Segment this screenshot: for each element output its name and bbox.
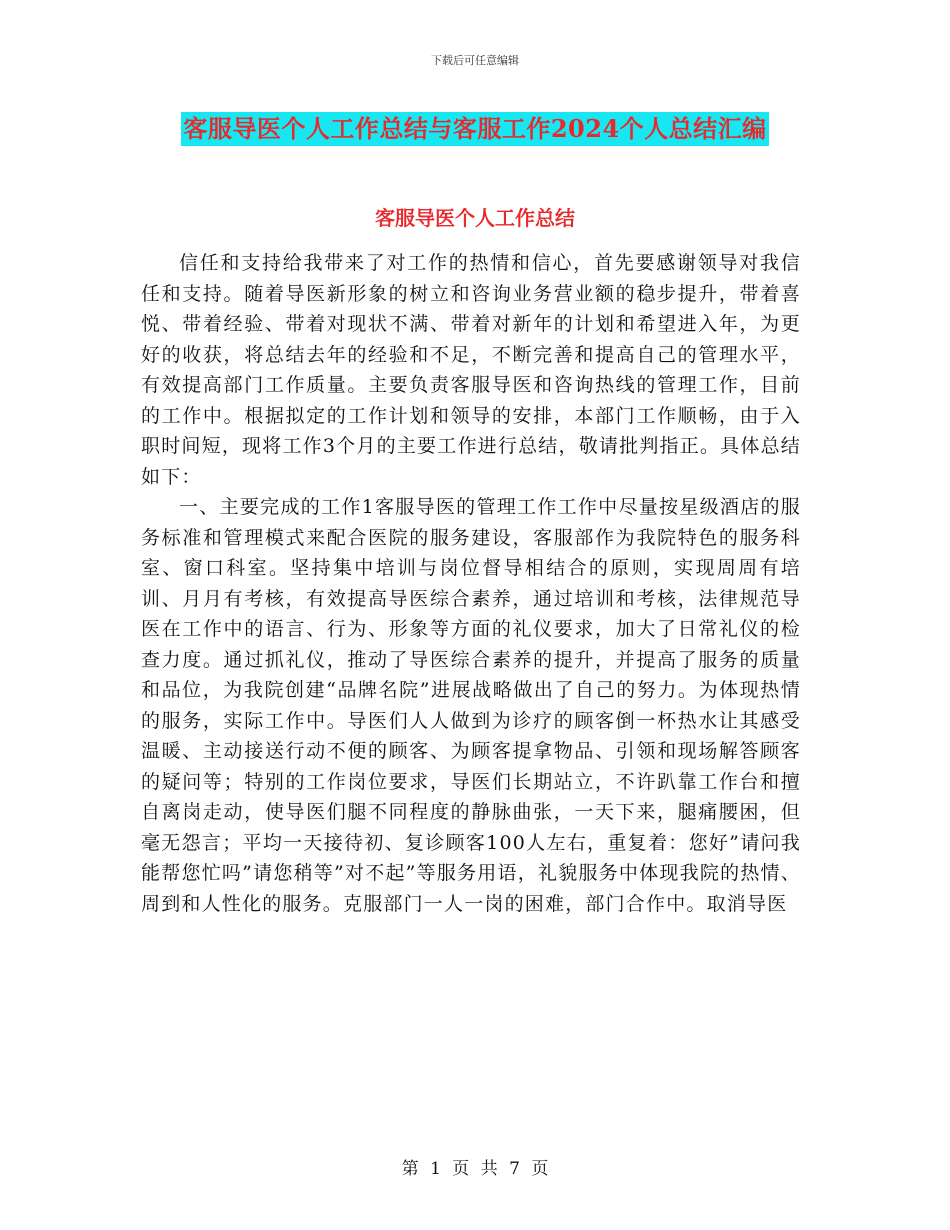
section-title: 客服导医个人工作总结: [375, 206, 575, 230]
page-header-note: 下载后可任意编辑: [431, 54, 519, 67]
page-number: 第 1 页 共 7 页: [401, 1159, 549, 1179]
document-title-container: [0, 112, 950, 146]
document-title: 客服导医个人工作总结与客服工作2024个人总结汇编: [181, 112, 768, 146]
document-body: [141, 248, 801, 919]
paragraph-intro: 信任和支持给我带来了对工作的热情和信心，首先要感谢领导对我信任和支持。随着导医新形象的树立和咨询业务营业额的稳步提升，带着喜悦、带着经验、带着对现状不满、带着对新年的计划和希望进入年，为更好的收获，将总结去年的经验和不足，不断完善和提高自己的管理水平，有效提高部门工作质量。主要负责客服导医和咨询热线的管理工作，目前的工作中。根据拟定的工作计划和领导的安排，本部门工作顺畅，由于入职时间短，现将工作3个月的主要工作进行总结，敬请批判指正。具体总结如下：: [141, 252, 801, 488]
paragraph-main-work: 一、主要完成的工作1客服导医的管理工作工作中尽量按星级酒店的服务标准和管理模式来配合医院的服务建设，客服部作为我院特色的服务科室、窗口科室。坚持集中培训与岗位督导相结合的原则，实现周周有培训、月月有考核，有效提高导医综合素养，通过培训和考核，法律规范导医在工作中的语言、行为、形象等方面的礼仪要求，加大了日常礼仪的检查力度。通过抓礼仪，推动了导医综合素养的提升，并提高了服务的质量和品位，为我院创建“品牌名院”进展战略做出了自己的努力。为体现热情的服务，实际工作中。导医们人人做到为诊疗的顾客倒一杯热水让其感受温暖、主动接送行动不便的顾客、为顾客提拿物品、引领和现场解答顾客的疑问等；特别的工作岗位要求，导医们长期站立，不许趴靠工作台和擅自离岗走动，使导医们腿不同程度的静脉曲张，一天下来，腿痛腰困，但毫无怨言；平均一天接待初、复诊顾客100人左右，重复着：您好”请问我能帮您忙吗”请您稍等”对不起”等服务用语，礼貌服务中体现我院的热情、周到和人性化的服务。克服部门一人一岗的困难，部门合作中。取消导医: [141, 496, 801, 915]
